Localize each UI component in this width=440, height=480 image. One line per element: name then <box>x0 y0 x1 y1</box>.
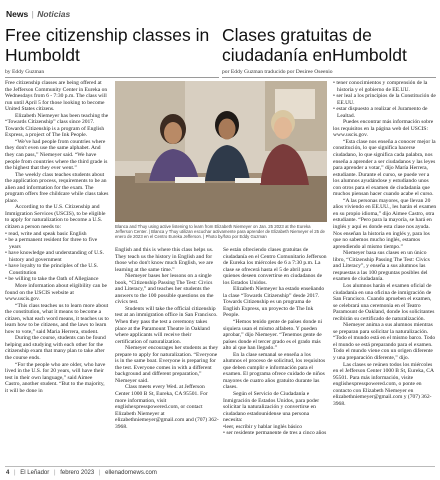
eligibility-list <box>333 80 437 119</box>
article-column-es-2 <box>333 80 437 407</box>
paragraph: “Hemos tenido gente de países donde ni siquiera usan el mismo alfabeto. Y pueden aprobar,” dijo Niemeyer. “Tenemos gente de países donde el tercer grado es el grado más alto al que han llegado.” <box>223 319 323 352</box>
paragraph: En la clase semanal se enseña a los alumnos el proceso de solicitud, los requisitos que deben cumplir e información para el examen. El programa ofrece cuidado de niños mayores de cuatro años gratuito durante las clases. <box>223 351 326 391</box>
publication-name: El Leñador <box>20 470 50 476</box>
paragraph: “For the people who are older, who have lived in the U.S. for 20 years, will have their test in their own language,” said Aimee Castro, another student. “But to the majority, it will be done in <box>5 361 106 394</box>
list-item: • be willing to take the Oath of Allegiance <box>5 276 99 283</box>
paragraph: Niemeyer bases her lessons on a single book, “Citizenship Passing The Test: Civics and Literacy,” and teaches her students the answers to the 100 possible questions on the civics test. <box>115 273 214 306</box>
paragraph: “A las personas mayores, que llevan 20 años viviendo en EE.UU., les harán el examen en su propio idioma,” dijo Aimee Castro, otra estudiante. “Pero para la mayoría, se hará en inglés y aquí es donde esta clase nos ayuda. Nos enseñan la historia en inglés y, para los que no sabemos mucho inglés, estamos aprendiendo al mismo tiempo.” <box>333 197 437 250</box>
list-item: • ser residente permanente de tres a cinco años <box>223 430 327 437</box>
issue-date: febrero 2023 <box>60 470 95 476</box>
footer-separator: | <box>14 470 16 476</box>
paragraph: Las clases se reúnen todos los miércoles en el Jefferson Center 1000 B St, Eureka, CA 95501. Para más información, visite englishexpresspowered.com, o ponte en contacto con Elizabeth Niemeyer en elizabethniemeyer@gmail.com y (707) 362-3968. <box>333 361 434 407</box>
section-label-en: News <box>6 9 29 19</box>
eligibility-list <box>223 424 327 437</box>
footer-separator: | <box>98 470 101 476</box>
paragraph: “We've had people from countries where they don't even use the same alphabet. And they can pass,” Niemeyer said. “We have people from countries where the third grade is the highest that they ever went.” <box>5 138 108 172</box>
paragraph: English and this is where this class helps us. They teach us the history in English and for those who don't know much English, we are learning at the same time.” <box>115 247 214 273</box>
byline-es: por Eddy Guzman traducido por Desiree Oseenio <box>222 69 333 75</box>
paragraph: Puedes encontrar más información sobre los requisitos en la página web del USCIS: www.uscis.gov. <box>333 119 434 139</box>
paragraph: “This class teaches us to learn more about the constitution, what it means to become a citizen, what each word means, it teaches us to learn how to be citizens, and the laws to learn how to vote,” said Maria Herrera, student. <box>5 302 109 335</box>
website-url: ellenadornews.com <box>105 470 157 476</box>
classroom-photo <box>115 81 327 222</box>
photo-caption: Blanca and Thuy using active listening to learn from Elizabeth Niemeyer on Jan. 25 2023 at the Eureka Jefferson Center. | Blanca y Thuy utilizan escuchar activamente para aprender de Elizabeth Niemeyer el 25 de enero de 2023 en el Centro Eureka Jefferson. | Photo by/foto por Eddy Guzman <box>115 224 325 240</box>
paragraph: Los alumnos harán el examen oficial de ciudadanía en una oficina de inmigración de San Francisco. Cuando aprueben el examen, se celebrará una ceremonia en el Teatro Paramount de Oakland, donde los solicitantes recibirán su certificado de naturalización. <box>333 282 435 322</box>
paragraph: According to the U.S. Citizenship and Immigration Services (USCIS), to be eligible to apply for naturalization to become a U.S. citizen a person needs to: <box>5 204 106 231</box>
list-item: • estar dispuesto a realizar el Juramento de Lealtad. <box>333 106 428 119</box>
headline-en: Free citizenship classes in Humboldt <box>5 25 210 65</box>
paragraph: Elizabeth Niemeyer has been teaching the “Towards Citizenship” class since 2017. Towards Citizenship is a program of English Express, a project of The Ink People. <box>5 112 109 139</box>
section-label <box>6 9 70 19</box>
paragraph: Niemeyer anima a sus alumnos mientras se preparan para solicitar la naturalización. “Todo el mundo está en el mismo barco. Todo el mundo se está preparando para el examen. Todo el mundo viene con un origen diferente y una preparación diferente,” dijo. <box>333 322 436 361</box>
paragraph: During the course, students can be found helping and studying with each other for the citizenship exam that many plan to take after the course ends. <box>5 335 106 361</box>
header-rule-en <box>5 77 219 78</box>
byline-en: by Eddy Guzman <box>5 69 45 75</box>
eligibility-list <box>5 231 109 283</box>
paragraph: Niemeyer basa sus clases en un único libro, “Citizenship Passing The Test: Civics and Literacy”, y enseña a sus alumnos las respuestas a las 100 preguntas posibles del examen de ciudadanía. <box>333 250 430 283</box>
headline-es: Clases gratuitas de ciudadanía enHumboldt <box>222 25 407 65</box>
article-column-es-1 <box>223 247 327 437</box>
paragraph: Niemeyer encourages her students as they prepare to apply for naturalization. “Everyone is in the same boat. Everyone is preparing for the test. Everyone comes in with a different background and different preparation,” Niemeyer said. <box>115 345 219 384</box>
paragraph: Según el Servicio de Ciudadanía e Inmigración de Estados Unidos, para poder solicitar la naturalización y convertirse en ciudadano estadounidense una persona necesita: <box>223 391 320 424</box>
list-item: • read, write and speak basic English <box>5 230 87 237</box>
list-item: •leer, escribir y hablar inglés básico <box>223 423 303 430</box>
header-rule-es <box>222 77 436 78</box>
page-number: 4 <box>6 470 10 476</box>
paragraph: “Esta clase nos enseña a conocer mejor la constitución, lo que significa hacerse ciudadano, lo que significa cada palabra, nos enseña a aprender a ser ciudadanos y las leyes para aprender a votar,” dijo María Herrera, estudiante. Durante el curso, se puede ver a los alumnos ayudándose y estudiando unos con otros para el examen de ciudadanía que muchos piensan hacer cuando acabe el curso. <box>333 138 436 198</box>
list-item: • ser leal a los principios de la Constitución de EE.UU. <box>333 93 436 106</box>
photo-illustration <box>115 81 327 222</box>
page-footer <box>6 470 157 476</box>
paragraph: Free citizenship classes are being offered at the Jefferson Community Center in Eureka on Wednesdays from 6 - 7:30 p.m. The class will run until April 5 for those looking to become United States citizens. <box>5 80 108 113</box>
paragraph: Se están ofreciendo clases gratuitas de ciudadanía en el Centro Comunitario Jefferson de Eureka los miércoles de 6 a 7:30 p.m. La clase se ofrecerá hasta el 5 de abril para quienes deseen convertirse en ciudadanos de los Estados Unidos. <box>223 247 327 286</box>
footer-rule <box>5 466 435 467</box>
paragraph: Students will take the official citizenship test at an immigration office in San Francisco. When they pass the test a ceremony takes place at the Paramount Theatre in Oakland where applicants will receive their certification of naturalization. <box>115 305 218 345</box>
article-column-en-1 <box>5 80 109 394</box>
article-column-en-2 <box>115 247 219 430</box>
section-label-es: Noticias <box>37 9 71 19</box>
footer-separator: | <box>53 470 56 476</box>
paragraph: More information about eligibility can be found on the USCIS website at www.uscis.gov. <box>5 282 107 303</box>
list-item: • have knowledge and understanding of U.S. history and government <box>5 250 104 263</box>
section-separator: | <box>31 9 34 19</box>
list-item: • tener conocimientos y comprensión de la historia y el gobierno de EE.UU. <box>333 80 428 93</box>
paragraph: The weekly class teaches students about the application process, requirements to be an alien and information for the exam. The program offers free childcare while class takes place. <box>5 171 109 204</box>
paragraph: Class meets every Wed. at Jefferson Center 1000 B St, Eureka, CA 95501. For more information, visit englishexpresspowered.com, or contact Elizabeth Niemeyer at elizabethniemeyer@gmail.com and (707) 362-3968. <box>115 384 219 430</box>
list-item: • have loyalty to the principles of the U.S. Constitution <box>5 263 99 276</box>
list-item: • be a permanent resident for three to five years <box>5 237 98 250</box>
paragraph: Elizabeth Niemeyer ha estado enseñando la clase “Towards Citizenship” desde 2017. Towards Citizenship es un programa de English Express, un proyecto de The Ink People. <box>223 286 325 319</box>
